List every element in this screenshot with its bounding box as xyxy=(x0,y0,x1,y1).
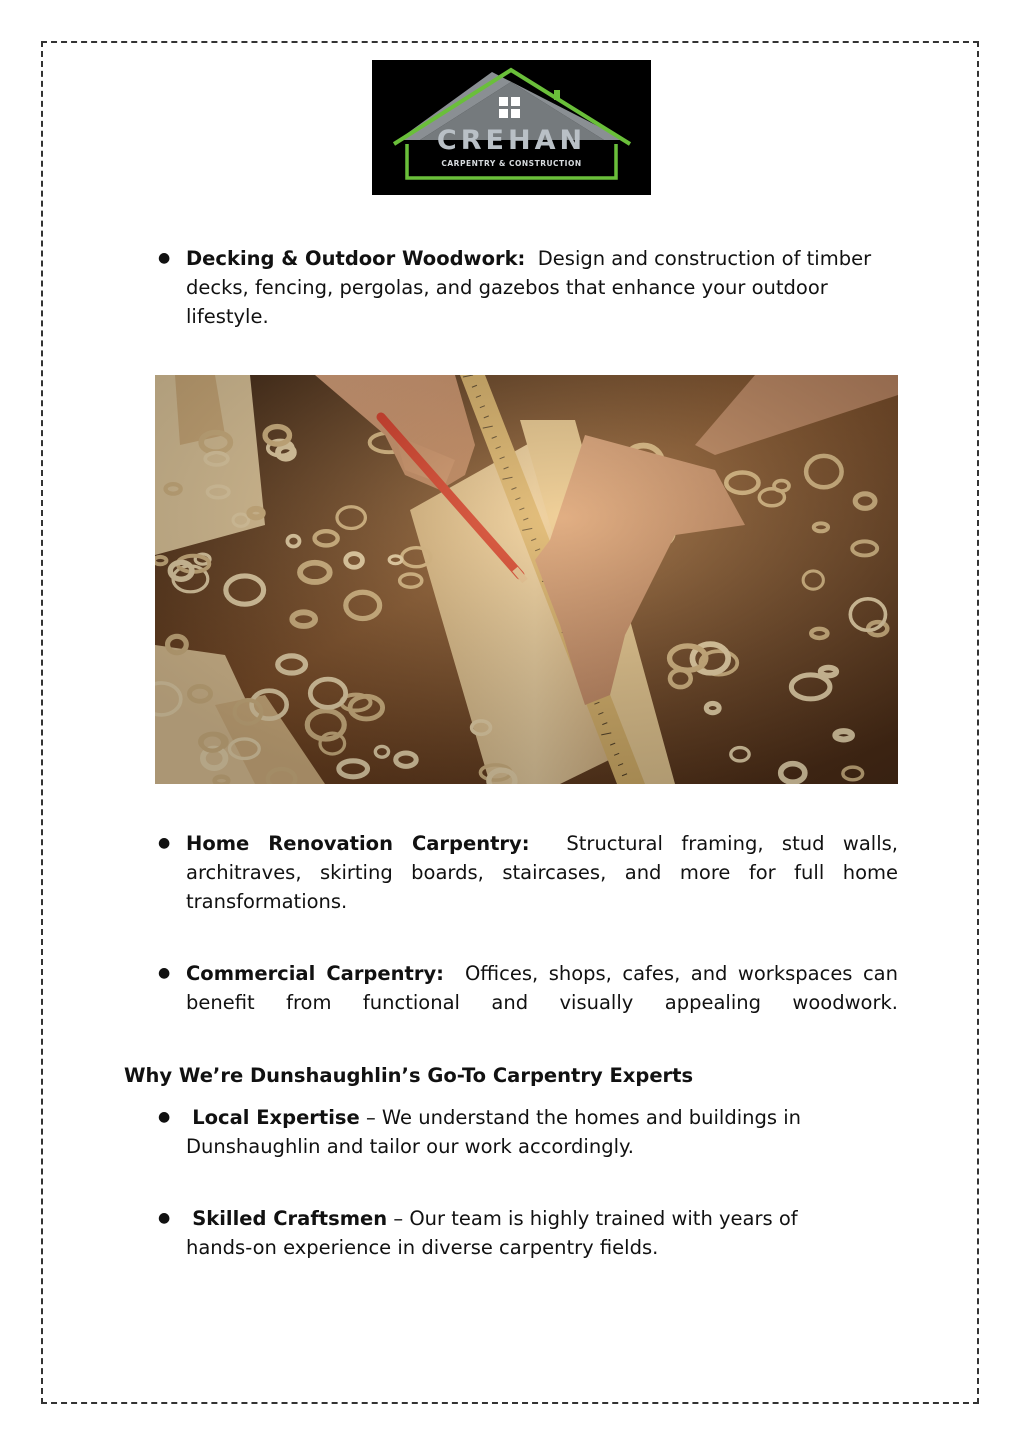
service-title: Home Renovation Carpentry: xyxy=(186,832,530,855)
bullet-icon: ● xyxy=(158,965,171,981)
reason-title: Local Expertise xyxy=(192,1106,360,1129)
service-title: Decking & Outdoor Woodwork: xyxy=(186,247,526,270)
bullet-icon: ● xyxy=(158,1210,171,1226)
carpentry-photo xyxy=(155,375,898,784)
logo-name: CREHAN xyxy=(436,125,587,156)
service-text: Design and construction of timber decks, fencing, pergolas, and gazebos that enhance your outdoor lifestyle. xyxy=(186,247,872,328)
service-text: Offices, shops, cafes, and workspaces can benefit from functional and visually appealing woodwork. xyxy=(186,962,898,1014)
company-logo xyxy=(372,60,651,195)
section-heading: Why We’re Dunshaughlin’s Go-To Carpentry Experts xyxy=(124,1064,694,1087)
service-commercial xyxy=(186,959,898,1017)
reason-skilled-craftsmen xyxy=(186,1204,866,1262)
reason-text: – We understand the homes and buildings in Dunshaughlin and tailor our work accordingly. xyxy=(186,1106,802,1158)
logo-tagline: CARPENTRY & CONSTRUCTION xyxy=(441,159,582,168)
bullet-icon: ● xyxy=(158,835,171,851)
service-home-renovation xyxy=(186,829,898,916)
reason-text: – Our team is highly trained with years of hands-on experience in diverse carpentry fields. xyxy=(186,1207,798,1259)
service-text: Structural framing, stud walls, architraves, skirting boards, staircases, and more for full home transformations. xyxy=(186,832,898,913)
bullet-icon: ● xyxy=(158,1109,171,1125)
service-decking xyxy=(186,244,898,331)
reason-title: Skilled Craftsmen xyxy=(192,1207,388,1230)
reason-local-expertise xyxy=(186,1103,866,1161)
service-title: Commercial Carpentry: xyxy=(186,962,444,985)
bullet-icon: ● xyxy=(158,250,171,266)
carpenter-marking-wood-icon xyxy=(155,375,898,784)
